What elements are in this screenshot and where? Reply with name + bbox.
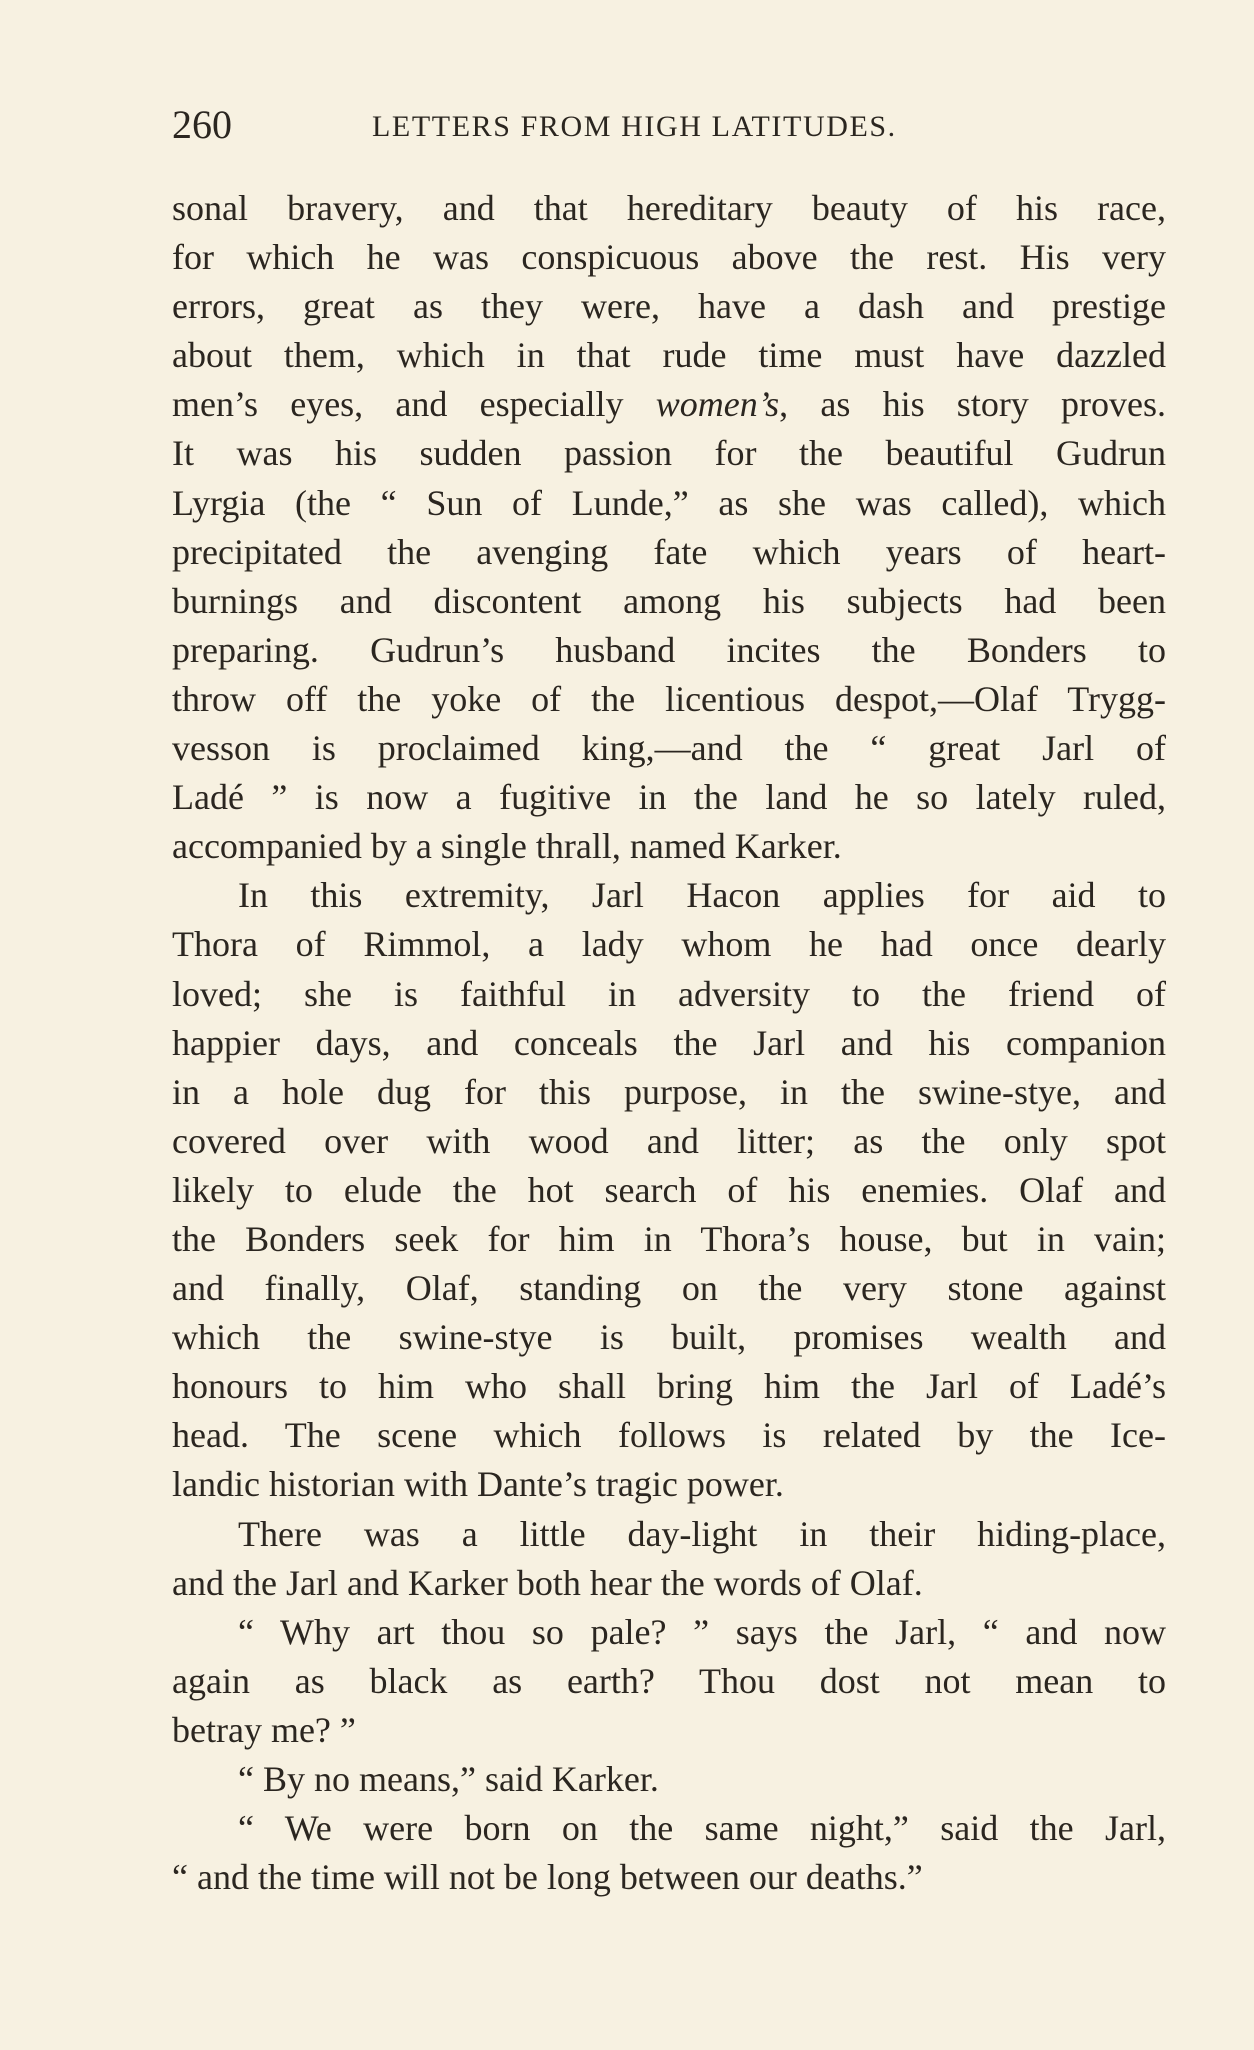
page-body-text — [172, 184, 1166, 1902]
text-line: “ Why art thou so pale? ” says the Jarl, “ and now — [238, 1611, 1166, 1652]
text-line: betray me? ” — [172, 1709, 356, 1750]
text-line: In this extremity, Jarl Hacon applies for aid to — [238, 875, 1166, 916]
text-line: loved; she is faithful in adversity to the friend of — [172, 973, 1166, 1014]
italic-word: women’s — [655, 384, 780, 425]
text-line: happier days, and conceals the Jarl and his companion — [172, 1022, 1166, 1063]
text-line: which the swine-stye is built, promises wealth and — [172, 1317, 1166, 1358]
text-line: for which he was conspicuous above the rest. His very — [172, 237, 1166, 278]
page-header — [172, 100, 1170, 150]
text-line: “ We were born on the same night,” said the Jarl, — [238, 1808, 1166, 1849]
text-line: and finally, Olaf, standing on the very stone against — [172, 1268, 1166, 1309]
text-line: “ By no means,” said Karker. — [238, 1759, 659, 1799]
text-line: There was a little day-light in their hiding-place, — [238, 1513, 1166, 1554]
text-line: men’s eyes, and especially women’s, as his story proves. — [172, 384, 1167, 425]
running-title: LETTERS FROM HIGH LATITUDES. — [372, 110, 897, 143]
page-number: 260 — [172, 102, 232, 147]
text-line: “ and the time will not be long between our deaths.” — [172, 1857, 923, 1898]
text-line: about them, which in that rude time must have dazzled — [172, 335, 1166, 376]
text-line: vesson is proclaimed king,—and the “ great Jarl of — [172, 728, 1166, 769]
text-line: honours to him who shall bring him the Jarl of Ladé’s — [172, 1366, 1166, 1407]
text-line: Ladé ” is now a fugitive in the land he so lately ruled, — [172, 777, 1166, 818]
text-line: preparing. Gudrun’s husband incites the Bonders to — [172, 629, 1166, 670]
text-line: Thora of Rimmol, a lady whom he had once dearly — [172, 924, 1166, 965]
text-line: again as black as earth? Thou dost not mean to — [172, 1660, 1166, 1701]
text-line: throw off the yoke of the licentious despot,—Olaf Trygg- — [172, 678, 1166, 719]
text-line: burnings and discontent among his subjects had been — [172, 580, 1166, 621]
text-line: landic historian with Dante’s tragic power. — [172, 1464, 784, 1505]
text-line: in a hole dug for this purpose, in the swine-stye, and — [172, 1071, 1166, 1112]
text-line: Lyrgia (the “ Sun of Lunde,” as she was called), which — [172, 482, 1166, 523]
text-line: precipitated the avenging fate which years of heart- — [172, 531, 1166, 572]
text-line: covered over with wood and litter; as the only spot — [172, 1120, 1166, 1161]
text-line: It was his sudden passion for the beautiful Gudrun — [172, 433, 1166, 474]
text-line: head. The scene which follows is related by the Ice- — [172, 1415, 1166, 1456]
text-line: accompanied by a single thrall, named Karker. — [172, 826, 842, 867]
text-line: errors, great as they were, have a dash and prestige — [172, 286, 1166, 327]
text-line: likely to elude the hot search of his enemies. Olaf and — [172, 1169, 1166, 1210]
text-line: sonal bravery, and that hereditary beauty of his race, — [172, 188, 1166, 228]
text-line: and the Jarl and Karker both hear the words of Olaf. — [172, 1562, 923, 1603]
text-line: the Bonders seek for him in Thora’s house, but in vain; — [172, 1218, 1166, 1259]
